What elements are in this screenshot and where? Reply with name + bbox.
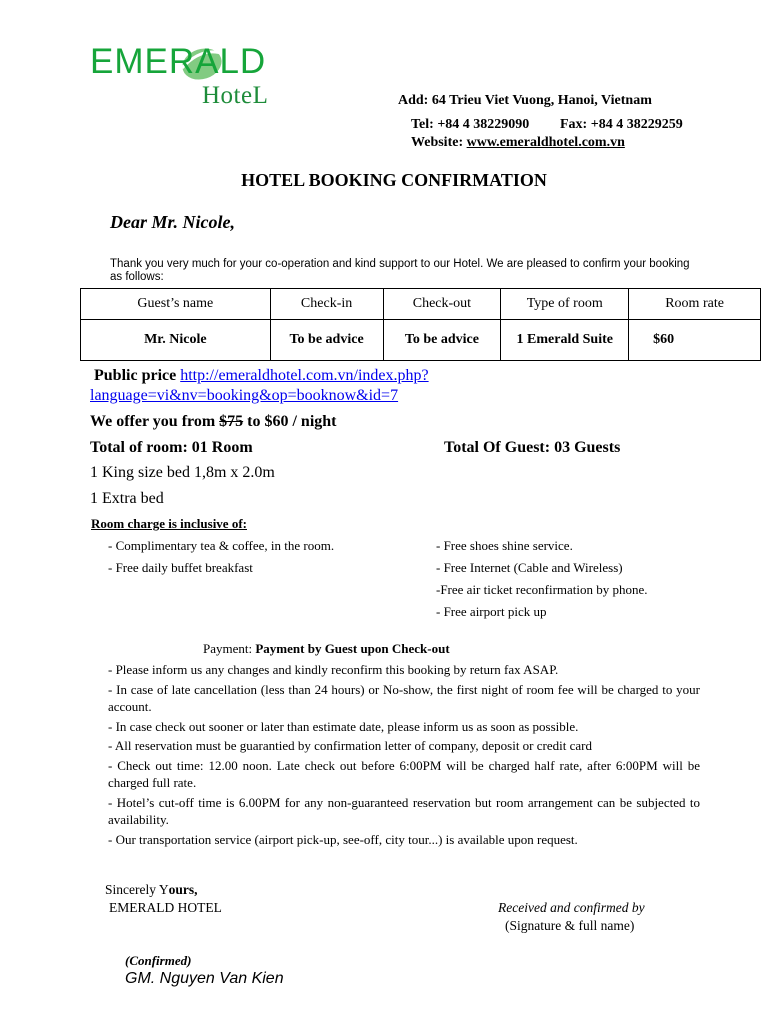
inclusive-left-item: - Complimentary tea & coffee, in the room. bbox=[108, 538, 335, 553]
confirmed-label: (Confirmed) bbox=[125, 953, 192, 968]
hotel-address: Add: 64 Trieu Viet Vuong, Hanoi, Vietnam bbox=[398, 93, 652, 108]
header-guest-name: Guest’s name bbox=[81, 289, 271, 320]
note-item: - All reservation must be guarantied by confirmation letter of company, deposit or credit card bbox=[108, 738, 592, 753]
table-header-row bbox=[81, 289, 761, 320]
public-price-link-line2-wrap bbox=[90, 387, 398, 405]
total-room: Total of room: 01 Room bbox=[90, 439, 253, 456]
note-item: - In case of late cancellation (less than 24 hours) or No-show, the first night of room fee will be charged to your account. bbox=[108, 681, 700, 714]
total-guest: Total Of Guest: 03 Guests bbox=[444, 439, 621, 456]
website-link[interactable]: www.emeraldhotel.com.vn bbox=[466, 135, 625, 150]
sincerely bbox=[105, 882, 198, 898]
inclusive-label: Room charge is inclusive of: bbox=[91, 516, 247, 531]
note-item: - Check out time: 12.00 noon. Late check out before 6:00PM will be charged half rate, after 6:00PM will be charged full rate. bbox=[108, 757, 700, 790]
header-check-in: Check-in bbox=[270, 289, 383, 320]
hotel-website-row bbox=[411, 135, 625, 151]
hotel-tel: Tel: +84 4 38229090 bbox=[411, 117, 530, 132]
gm-name: GM. Nguyen Van Kien bbox=[125, 970, 284, 987]
booking-table bbox=[80, 288, 761, 361]
offer-prefix: We offer you from bbox=[90, 413, 220, 430]
cell-check-out: To be advice bbox=[383, 320, 501, 361]
header-check-out: Check-out bbox=[383, 289, 501, 320]
public-price-row bbox=[94, 367, 429, 385]
greeting: Dear Mr. Nicole, bbox=[110, 212, 235, 232]
public-price-label: Public price bbox=[94, 367, 177, 384]
cell-room-type: 1 Emerald Suite bbox=[501, 320, 629, 361]
payment-row bbox=[203, 641, 450, 657]
inclusive-right-item: - Free Internet (Cable and Wireless) bbox=[436, 560, 623, 575]
cell-check-in: To be advice bbox=[270, 320, 383, 361]
logo-word: EMERALD bbox=[90, 42, 267, 81]
offer-line bbox=[90, 413, 337, 431]
cell-room-rate: $60 bbox=[629, 320, 761, 361]
received-confirmed: Received and confirmed by bbox=[498, 900, 645, 915]
payment-label: Payment: bbox=[203, 641, 253, 656]
payment-value: Payment by Guest upon Check-out bbox=[255, 641, 450, 656]
note-item: - Please inform us any changes and kindly reconfirm this booking by return fax ASAP. bbox=[108, 662, 559, 677]
public-price-link-line2[interactable]: language=vi&nv=booking&op=booknow&id=7 bbox=[90, 387, 399, 404]
sincerely-text: Sincerely Y bbox=[105, 882, 169, 897]
offer-old-price: $75 bbox=[219, 413, 244, 430]
note-item: - Hotel’s cut-off time is 6.00PM for any non-guaranteed reservation but room arrangement can be subjected to availability. bbox=[108, 794, 700, 827]
offer-suffix: to $60 / night bbox=[243, 413, 337, 430]
inclusive-right-item: - Free shoes shine service. bbox=[436, 538, 573, 553]
hotel-fax: Fax: +84 4 38229259 bbox=[560, 117, 683, 132]
inclusive-right-item: -Free air ticket reconfirmation by phone. bbox=[436, 582, 648, 597]
note-item: - In case check out sooner or later than estimate date, please inform us as soon as possible. bbox=[108, 718, 579, 734]
note-item: - Our transportation service (airport pick-up, see-off, city tour...) is available upon request. bbox=[108, 831, 578, 847]
page-title: HOTEL BOOKING CONFIRMATION bbox=[241, 170, 547, 190]
header-room-type: Type of room bbox=[501, 289, 629, 320]
sincerely-bold: ours, bbox=[168, 882, 198, 897]
extra-bed: 1 Extra bed bbox=[90, 490, 164, 507]
hotel-logo bbox=[90, 42, 320, 114]
bed-info: 1 King size bed 1,8m x 2.0m bbox=[90, 464, 275, 481]
logo-sub: HoteL bbox=[202, 82, 269, 109]
company-name: EMERALD HOTEL bbox=[109, 900, 222, 915]
inclusive-right-item: - Free airport pick up bbox=[436, 604, 547, 619]
cell-guest-name: Mr. Nicole bbox=[81, 320, 271, 361]
signature-label: (Signature & full name) bbox=[505, 918, 635, 933]
notes-list bbox=[108, 661, 700, 850]
header-room-rate: Room rate bbox=[629, 289, 761, 320]
inclusive-left-item: - Free daily buffet breakfast bbox=[108, 560, 253, 575]
table-row bbox=[81, 320, 761, 361]
website-label: Website: bbox=[411, 135, 464, 150]
public-price-link[interactable]: http://emeraldhotel.com.vn/index.php? bbox=[180, 367, 429, 384]
intro-text: Thank you very much for your co-operation and kind support to our Hotel. We are pleased to confirm your booking as follows: bbox=[110, 258, 690, 283]
